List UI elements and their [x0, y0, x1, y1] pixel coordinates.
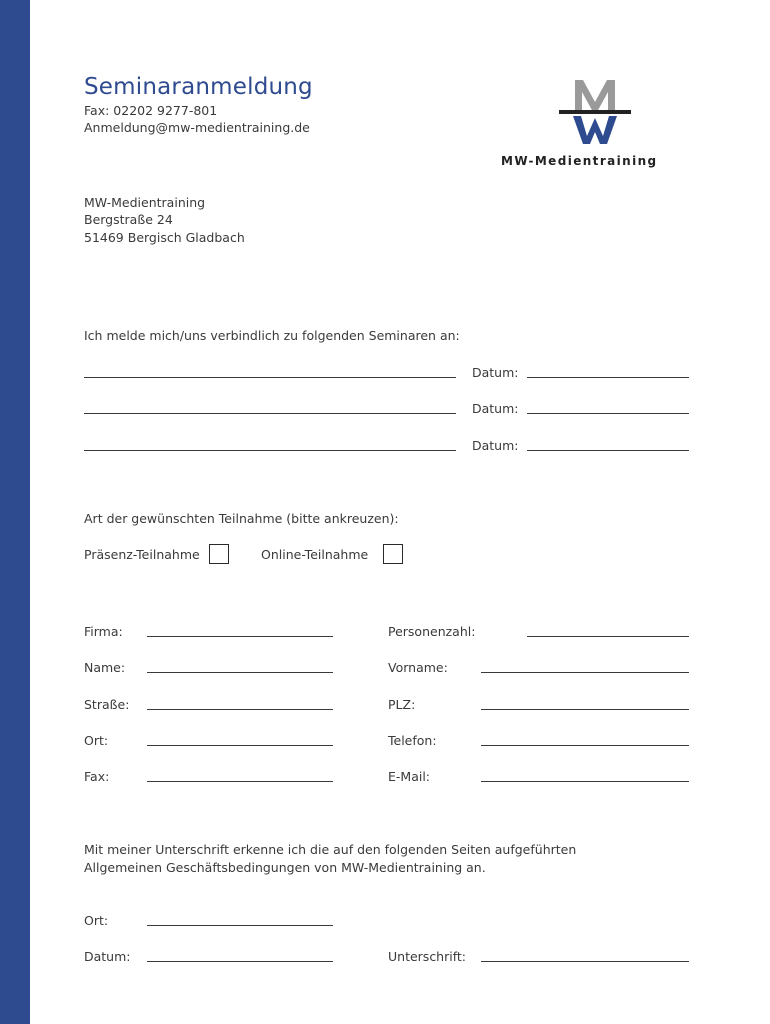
presence-label: Präsenz-Teilnahme	[84, 547, 200, 562]
firma-label: Firma:	[84, 624, 123, 639]
signature-field[interactable]	[481, 961, 689, 962]
seminar-name-field-2[interactable]	[84, 413, 456, 414]
fax-field[interactable]	[147, 781, 333, 782]
seminar-intro: Ich melde mich/uns verbindlich zu folgenden Seminaren an:	[84, 328, 460, 343]
ort-field[interactable]	[147, 745, 333, 746]
signature-ort-field[interactable]	[147, 925, 333, 926]
date-label-3: Datum:	[472, 438, 519, 453]
signature-ort-label: Ort:	[84, 913, 109, 928]
agb-text-line-2: Allgemeinen Geschäftsbedingungen von MW-Medientraining an.	[84, 860, 486, 875]
telefon-label: Telefon:	[388, 733, 437, 748]
plz-field[interactable]	[481, 709, 689, 710]
date-label-1: Datum:	[472, 365, 519, 380]
online-label: Online-Teilnahme	[261, 547, 369, 562]
strasse-field[interactable]	[147, 709, 333, 710]
signature-label: Unterschrift:	[388, 949, 467, 964]
agb-text-line-1: Mit meiner Unterschrift erkenne ich die auf den folgenden Seiten aufgeführten	[84, 842, 577, 857]
left-color-bar	[0, 0, 30, 1024]
seminar-date-field-1[interactable]	[527, 377, 689, 378]
strasse-label: Straße:	[84, 697, 130, 712]
signature-datum-label: Datum:	[84, 949, 131, 964]
logo-wordmark: MW-Medientraining	[501, 154, 658, 168]
telefon-field[interactable]	[481, 745, 689, 746]
firma-field[interactable]	[147, 636, 333, 637]
participation-intro: Art der gewünschten Teilnahme (bitte ankreuzen):	[84, 511, 399, 526]
date-label-2: Datum:	[472, 401, 519, 416]
mw-logo-icon	[555, 78, 635, 148]
email-address: Anmeldung@mw-medientraining.de	[84, 120, 310, 135]
vorname-field[interactable]	[481, 672, 689, 673]
address-city: 51469 Bergisch Gladbach	[84, 230, 245, 245]
seminar-date-field-3[interactable]	[527, 450, 689, 451]
seminar-name-field-3[interactable]	[84, 450, 456, 451]
plz-label: PLZ:	[388, 697, 416, 712]
vorname-label: Vorname:	[388, 660, 448, 675]
presence-checkbox[interactable]	[209, 544, 229, 564]
personenzahl-label: Personenzahl:	[388, 624, 476, 639]
ort-label: Ort:	[84, 733, 109, 748]
seminar-name-field-1[interactable]	[84, 377, 456, 378]
email-field[interactable]	[481, 781, 689, 782]
name-field[interactable]	[147, 672, 333, 673]
email-label: E-Mail:	[388, 769, 431, 784]
address-street: Bergstraße 24	[84, 212, 173, 227]
address-company: MW-Medientraining	[84, 195, 206, 210]
fax-number: Fax: 02202 9277-801	[84, 103, 218, 118]
name-label: Name:	[84, 660, 126, 675]
page-title: Seminaranmeldung	[84, 74, 313, 100]
personenzahl-field[interactable]	[527, 636, 689, 637]
online-checkbox[interactable]	[383, 544, 403, 564]
fax-label: Fax:	[84, 769, 110, 784]
signature-datum-field[interactable]	[147, 961, 333, 962]
seminar-date-field-2[interactable]	[527, 413, 689, 414]
